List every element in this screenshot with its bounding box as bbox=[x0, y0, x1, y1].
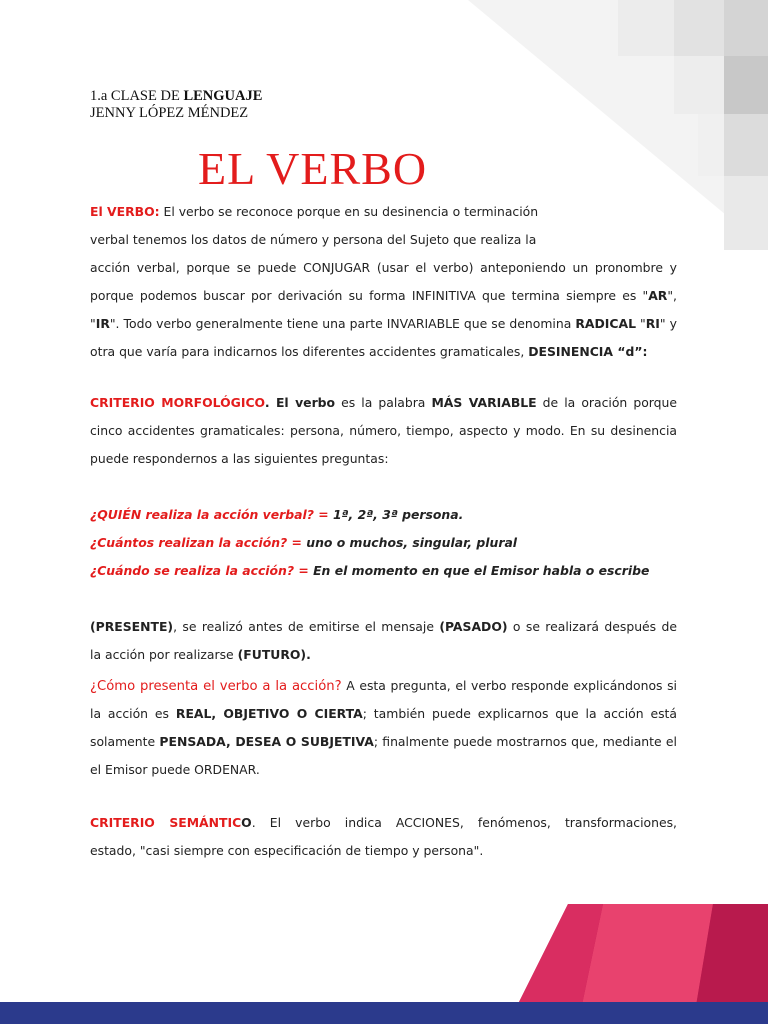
bottom-bar bbox=[0, 1002, 768, 1024]
author-line: JENNY LÓPEZ MÉNDEZ bbox=[90, 105, 249, 121]
class-line: 1.a CLASE DE LENGUAJE bbox=[90, 88, 263, 104]
question-who: ¿QUIÉN realiza la acción verbal? = 1ª, 2ª, 3ª persona. bbox=[90, 507, 464, 522]
paragraph-morphological: CRITERIO MORFOLÓGICO. El verbo es la palabra MÁS VARIABLE de la oración porque cinco accidentes gramaticales: persona, número, tiempo, aspecto y modo. En su desinencia puede respondernos a las siguientes preguntas: bbox=[90, 395, 677, 466]
paragraph-semantic: CRITERIO SEMÁNTICO. El verbo indica ACCIONES, fenómenos, transformaciones, estado, "casi siempre con especificación de tiempo y persona". bbox=[90, 815, 677, 858]
question-how-many: ¿Cuántos realizan la acción? = uno o muchos, singular, plural bbox=[90, 535, 518, 550]
paragraph-definition: El VERBO: El verbo se reconoce porque en su desinencia o terminación verbal tenemos los datos de número y persona del Sujeto que realiza la acción verbal, porque se puede CONJUGAR (usar el verbo) anteponiendo un pronombre y porque podemos buscar por derivación su forma INFINITIVA que termina siempre es "AR", "IR". Todo verbo generalmente tiene una parte INVARIABLE que se denomina RADICAL "RI" y otra que varía para indicarnos los diferentes accidentes gramaticales, DESINENCIA “d”: bbox=[90, 204, 677, 359]
paragraph-tenses: (PRESENTE), se realizó antes de emitirse el mensaje (PASADO) o se realizará después de la acción por realizarse (FUTURO). bbox=[90, 619, 677, 662]
paragraph-mood: ¿Cómo presenta el verbo a la acción? A esta pregunta, el verbo responde explicándonos si la acción es REAL, OBJETIVO O CIERTA; también puede explicarnos que la acción está solamente PENSADA, DESEA O SUBJETIVA; finalmente puede mostrarnos que, mediante el el Emisor puede ORDENAR. bbox=[90, 678, 677, 777]
document-header bbox=[90, 88, 262, 122]
page-title: EL VERBO bbox=[198, 143, 428, 194]
questions-list bbox=[90, 501, 677, 585]
question-when: ¿Cuándo se realiza la acción? = En el momento en que el Emisor habla o escribe bbox=[90, 563, 650, 578]
